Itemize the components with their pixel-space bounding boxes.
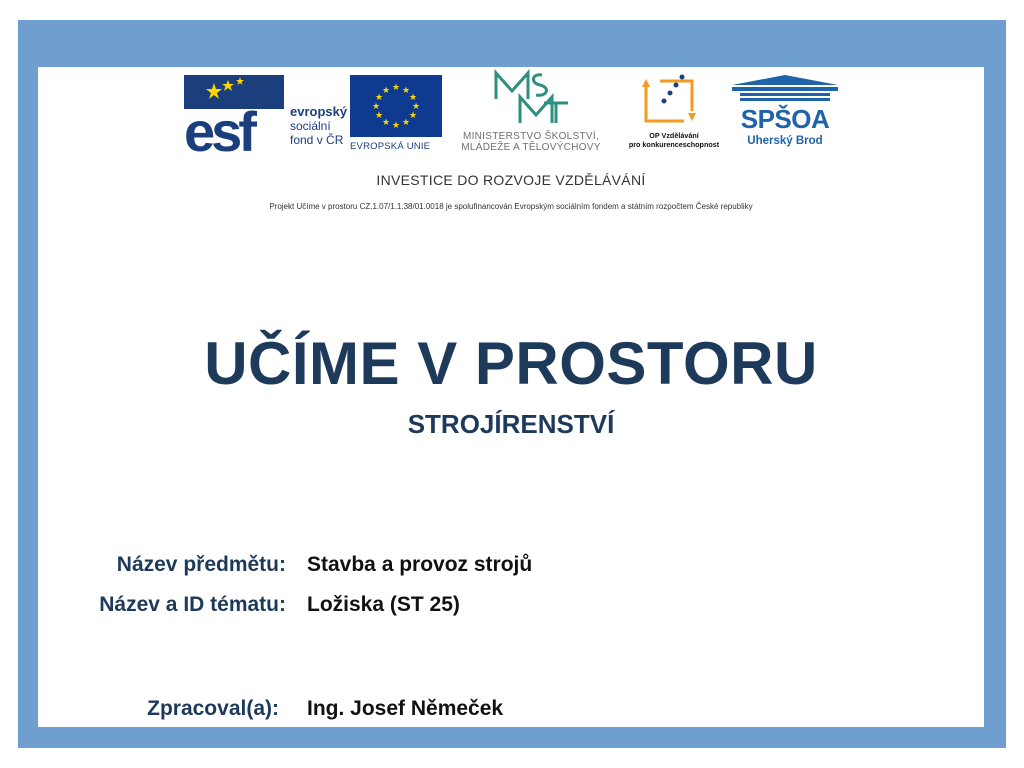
project-note: Projekt Učíme v prostoru CZ.1.07/1.1.38/01.0018 je spolufinancován Evropským sociálním fondem a státním rozpočtem České republiky [269, 202, 753, 211]
slide-title: UČÍME V PROSTORU [204, 330, 818, 397]
spsoa-name: SPŠOA [740, 104, 830, 134]
topic-label: Název a ID tématu: [99, 593, 286, 616]
esf-logo [184, 75, 348, 155]
eu-stars-icon [350, 75, 442, 137]
svg-text:★: ★ [411, 102, 421, 112]
op-mark-icon [642, 71, 702, 127]
svg-text:★: ★ [374, 93, 384, 103]
esf-wordmark [290, 105, 347, 147]
svg-text:★: ★ [401, 86, 411, 96]
subject-value: Stavba a provoz strojů [307, 553, 533, 576]
msmt-label [450, 131, 612, 153]
msmt-logo [450, 69, 612, 155]
svg-text:★: ★ [381, 86, 391, 96]
author-label: Zpracoval(a): [147, 697, 279, 720]
svg-text:★: ★ [371, 102, 381, 112]
topic-value: Ložiska (ST 25) [307, 593, 460, 616]
op-label [618, 131, 730, 149]
eu-label: EVROPSKÁ UNIE [350, 141, 431, 152]
svg-text:★: ★ [381, 118, 391, 128]
svg-text:★: ★ [408, 111, 418, 121]
msmt-line1: MINISTERSTVO ŠKOLSTVÍ, [462, 131, 600, 142]
eu-flag [350, 75, 442, 137]
msmt-mark-icon [490, 69, 570, 125]
eu-logo [350, 75, 445, 155]
slide-subtitle: STROJÍRENSTVÍ [407, 409, 615, 439]
esf-line3: fond v ČR [290, 133, 344, 147]
spsoa-logo [732, 75, 842, 155]
spsoa-city: Uherský Brod [747, 135, 823, 147]
svg-text:★: ★ [374, 111, 384, 121]
author-value: Ing. Josef Němeček [307, 697, 504, 720]
esf-mark-icon [184, 75, 284, 153]
slide [38, 67, 984, 727]
svg-text:★: ★ [391, 121, 401, 131]
esf-line2: sociální [290, 119, 331, 133]
svg-text:esf: esf [184, 100, 253, 153]
op-line2: pro konkurenceschopnost [628, 140, 720, 149]
svg-text:★: ★ [408, 93, 418, 103]
op-line1: OP Vzdělávání [649, 131, 699, 140]
spsoa-building-icon [732, 75, 838, 105]
op-logo [618, 71, 730, 157]
subject-label: Název předmětu: [116, 553, 286, 576]
svg-text:★: ★ [401, 118, 411, 128]
svg-text:★: ★ [391, 83, 401, 93]
msmt-line2: MLÁDEŽE A TĚLOVÝCHOVY [461, 142, 601, 153]
esf-line1: evropský [290, 104, 348, 119]
investice-heading: INVESTICE DO ROZVOJE VZDĚLÁVÁNÍ [376, 172, 646, 188]
logo-row [38, 67, 984, 177]
